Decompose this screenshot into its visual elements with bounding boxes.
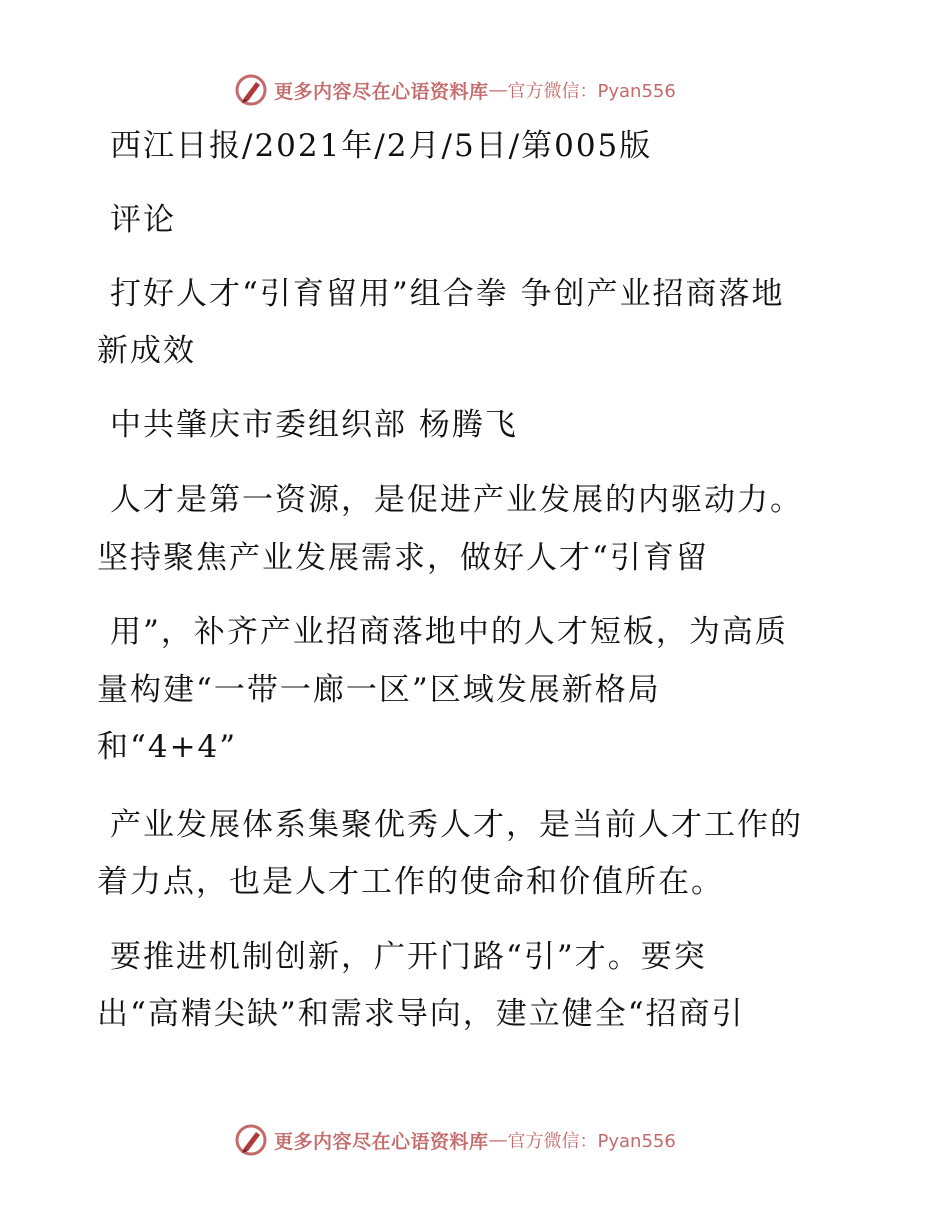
section-label: 评论 [110, 202, 176, 238]
watermark-footer [234, 1122, 676, 1158]
body-line: 人才是第一资源，是促进产业发展的内驱动力。 [110, 482, 803, 518]
body-line: 坚持聚焦产业发展需求，做好人才“引育留 [97, 540, 709, 576]
body-line: 和“4+4” [97, 729, 238, 765]
watermark-contact: 官方微信：Pyan556 [507, 1131, 676, 1152]
pen-logo-icon [234, 73, 268, 107]
body-line: 产业发展体系集聚优秀人才，是当前人才工作的 [110, 807, 803, 843]
watermark-text: 更多内容尽在心语资料库 [274, 1130, 489, 1153]
article-title-line-1: 打好人才“引育留用”组合拳 争创产业招商落地 [110, 276, 785, 312]
author-line: 中共肇庆市委组织部 杨腾飞 [110, 407, 518, 443]
body-line: 着力点，也是人才工作的使命和价值所在。 [97, 864, 724, 900]
watermark-dash: — [488, 79, 508, 101]
watermark-contact: 官方微信：Pyan556 [507, 81, 676, 102]
body-line: 用”，补齐产业招商落地中的人才短板，为高质 [110, 614, 788, 650]
watermark-text: 更多内容尽在心语资料库 [274, 80, 489, 103]
article-title-line-2: 新成效 [97, 333, 196, 369]
source-line: 西江日报/2021年/2月/5日/第005版 [110, 128, 653, 164]
body-line: 量构建“一带一廊一区”区域发展新格局 [97, 672, 661, 708]
watermark-header [234, 72, 676, 108]
pen-logo-icon [234, 1123, 268, 1157]
watermark-dash: — [488, 1129, 508, 1151]
body-line: 要推进机制创新，广开门路“引”才。要突 [110, 939, 707, 975]
body-line: 出“高精尖缺”和需求导向，建立健全“招商引 [97, 996, 745, 1032]
